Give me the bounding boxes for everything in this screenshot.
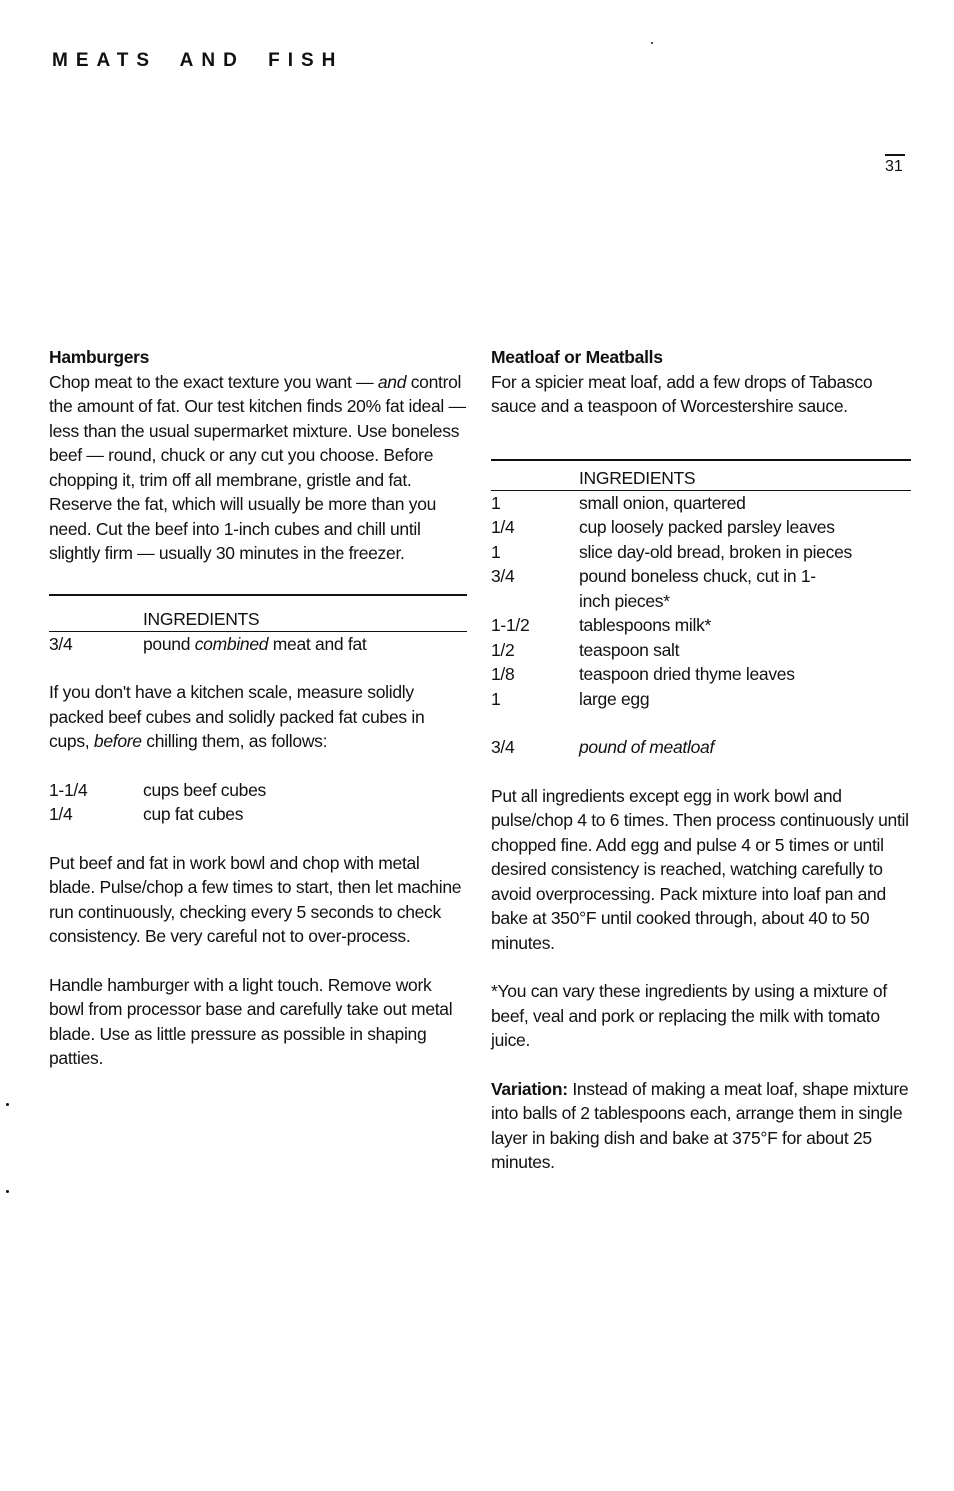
ingredient-qty: 3/4 <box>49 633 73 654</box>
ingredient-item: large egg <box>579 688 650 709</box>
meatloaf-yield-row <box>491 735 916 760</box>
ingredient-item: pound boneless chuck, cut in 1-inch pieces* <box>579 566 816 611</box>
hamburgers-title: Hamburgers <box>49 347 150 367</box>
cups-row <box>49 802 469 827</box>
ingredient-item: teaspoon dried thyme leaves <box>579 664 795 684</box>
yield-qty: 3/4 <box>491 737 515 757</box>
hamburgers-column <box>49 345 469 1071</box>
meatloaf-column <box>491 345 916 1175</box>
meatloaf-ingredient-row <box>491 564 916 613</box>
hamburgers-intro-part1: Chop meat to the exact texture you want — <box>49 371 374 392</box>
scale-note-part1: If you don't have a kitchen scale, measure solidly packed beef cubes and solidly packed fat cubes in cups, <box>49 682 425 751</box>
cups-qty: 1-1/4 <box>49 779 88 800</box>
ingredient-item <box>143 632 469 657</box>
section-header: MEATS AND FISH <box>52 50 344 71</box>
meatloaf-ingredient-row <box>491 687 916 712</box>
ingredient-item: slice day-old bread, broken in pieces <box>579 541 852 562</box>
ingredient-qty: 1/4 <box>491 517 515 537</box>
meatloaf-method: Put all ingredients except egg in work bowl and pulse/chop 4 to 6 times. Then process continuously until chopped fine. Add egg and pulse 4 or 5 times or until desired consistency is reached, watching carefully to avoid overprocessing. Pack mixture into loaf pan and bake at 350°F until cooked through, about 40 to 50 minutes. <box>491 785 909 953</box>
scale-note-italic: before <box>93 731 142 751</box>
cups-item: cups beef cubes <box>143 779 266 800</box>
cups-item: cup fat cubes <box>143 804 244 824</box>
ingredient-item: tablespoons milk* <box>579 615 712 635</box>
meatloaf-ingredient-row <box>491 491 916 516</box>
page-number-rule <box>885 154 905 156</box>
ingredient-item: cup loosely packed parsley leaves <box>579 517 835 537</box>
cups-row <box>49 778 469 803</box>
hamburgers-instructions-2: Handle hamburger with a light touch. Remove work bowl from processor base and carefully take out metal blade. Use as little pressure as possible in shaping patties. <box>49 974 453 1068</box>
ingredient-qty: 1/2 <box>491 639 515 660</box>
ingredient-qty: 1-1/2 <box>491 615 530 635</box>
ingredient-item-post: meat and fat <box>272 633 367 654</box>
cups-qty: 1/4 <box>49 804 73 824</box>
hamburgers-intro-part2: control the amount of fat. Our test kitchen finds 20% fat ideal — less than the usual supermarket mixture. Use boneless beef — round, chuck or any cut you choose. Before chopping it, trim off all membrane, gristle and fat. Reserve the fat, which will usually be more than you need. Cut the beef into 1-inch cubes and chill until slightly firm — usually 30 minutes in the freezer. <box>49 371 466 563</box>
ingredient-item: small onion, quartered <box>579 492 746 513</box>
ingredient-qty: 1 <box>491 492 501 513</box>
hamburgers-intro <box>49 370 469 566</box>
ingredient-item-italic: combined <box>194 633 269 654</box>
meatloaf-ingredient-row <box>491 540 916 565</box>
meatloaf-ingredients-label: INGREDIENTS <box>579 467 696 488</box>
scan-speck <box>6 1190 9 1193</box>
scale-note <box>49 680 469 754</box>
meatloaf-ingredient-row <box>491 515 916 540</box>
variation-text: Instead of making a meat loaf, shape mixture into balls of 2 tablespoons each, arrange them in single layer in baking dish and bake at 375°F for about 25 minutes. <box>491 1078 909 1172</box>
meatloaf-variation <box>491 1077 916 1175</box>
hamburgers-ingredients-label: INGREDIENTS <box>143 608 260 629</box>
scale-note-part2: chilling them, as follows: <box>146 731 328 751</box>
meatloaf-intro: For a spicier meat loaf, add a few drops of Tabasco sauce and a teaspoon of Worcestershire sauce. <box>491 371 873 416</box>
meatloaf-title: Meatloaf or Meatballs <box>491 347 663 367</box>
meatloaf-ingredient-row <box>491 662 916 687</box>
ingredient-qty: 1/8 <box>491 664 515 684</box>
hamburgers-ingredient-row <box>49 632 469 657</box>
ingredient-qty: 1 <box>491 541 501 562</box>
page-number: 31 <box>885 158 903 175</box>
variation-label: Variation: <box>491 1078 568 1099</box>
scan-speck <box>651 42 653 44</box>
ingredient-item-pre: pound <box>143 633 191 654</box>
meatloaf-ingredient-row <box>491 613 916 638</box>
meatloaf-footnote: *You can vary these ingredients by using a mixture of beef, veal and pork or replacing the milk with tomato juice. <box>491 981 887 1050</box>
hamburgers-intro-and: and <box>377 371 407 392</box>
ingredient-qty: 3/4 <box>491 566 515 586</box>
meatloaf-ingredient-row <box>491 638 916 663</box>
yield-text: pound of meatloaf <box>579 737 715 757</box>
ingredient-qty: 1 <box>491 688 501 709</box>
scan-speck <box>6 1103 9 1106</box>
ingredient-item: teaspoon salt <box>579 639 680 660</box>
hamburgers-instructions-1: Put beef and fat in work bowl and chop with metal blade. Pulse/chop a few times to start, then let machine run continuously, checking every 5 seconds to check consistency. Be very careful not to over-process. <box>49 852 462 946</box>
